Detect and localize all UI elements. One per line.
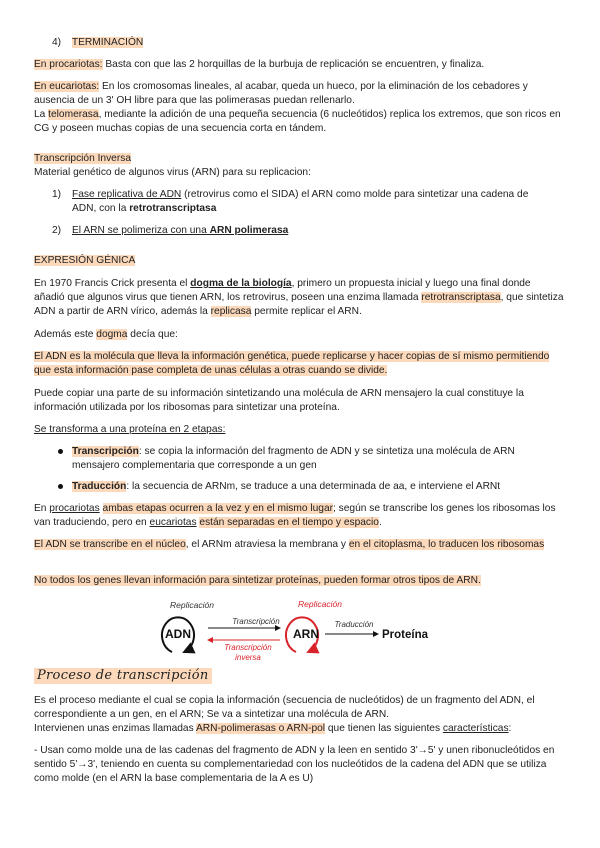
eucariotas-term: eucariotas <box>149 517 197 528</box>
adn-label: ADN <box>165 627 191 641</box>
bullet-text: : se copia la información del fragmento de ADN y se sintetiza una molécula de ARN mensajero complementaria que corresponde a un gen <box>72 446 515 471</box>
list-item <box>52 224 552 238</box>
highlight-span: No todos los genes llevan información para sintetizar proteínas, pueden formar otros tipos de ARN. <box>34 575 481 586</box>
list-bold: retrotranscriptasa <box>129 203 217 214</box>
tel-pre: La <box>34 109 49 120</box>
central-dogma-diagram <box>150 594 450 664</box>
highlight-span: ambas etapas ocurren a la vez y en el mismo lugar <box>102 503 334 514</box>
highlight-span: El ADN se transcribe en el núcleo <box>34 539 186 550</box>
replicacion-left-label: Replicación <box>170 600 214 610</box>
proceso-heading: Proceso de transcripción <box>34 668 212 684</box>
list-bold: ARN polimerasa <box>209 225 289 236</box>
text-span: , primero un propuesta inicial y luego una final donde añadió que algunos virus que tienen ARN, los retrovirus, poseen una enzima llamada <box>34 278 531 303</box>
procariotas-text: Basta con que las 2 horquillas de la burbuja de replicación se encuentren, y finaliza. <box>102 59 485 70</box>
adn-highlight: El ADN es la molécula que lleva la información genética, puede replicarse y hacer copias de sí mismo permitiendo que esta información pase completa de unas células a otras cuando se divide. <box>34 351 550 376</box>
dogma-term: dogma de la biología <box>190 278 292 289</box>
list-underlined: Fase replicativa de ADN <box>72 189 182 200</box>
transcripcion-inversa-label-1: Transcripción <box>224 643 272 652</box>
proceso-paragraph-1: Es el proceso mediante el cual se copia la información (secuencia de nucleótidos) de un fragmento del ADN, el correspondiente a un gen, en el ARN; Se va a sintetizar una molécula de ARN. <box>34 695 535 720</box>
dogma-word: dogma <box>96 329 128 340</box>
text-span: permite replicar el ARN. <box>251 306 362 317</box>
replicasa-term: replicasa <box>210 306 252 317</box>
transcripcion-inversa-label-2: inversa <box>235 653 261 662</box>
text-span: , que sintetiza ADN a partir de ARN vírico, además la <box>34 292 564 317</box>
nucleo-paragraph <box>34 538 564 552</box>
text-span: decía que: <box>127 329 178 340</box>
transcripcion-label: Transcripción <box>232 617 280 626</box>
proceso-paragraph-2 <box>34 722 564 736</box>
adn-paragraph <box>34 350 564 378</box>
text-span: , el ARNm atraviesa la membrana y <box>185 539 349 550</box>
highlight-span: en el citoplasma, lo traducen los ribosomas <box>348 539 545 550</box>
procariotas-paragraph <box>34 58 564 72</box>
bullet-icon <box>58 484 63 489</box>
text-span: . <box>378 517 382 528</box>
transcripcion-inversa-heading-line <box>34 152 564 166</box>
eucariotas-paragraph <box>34 80 564 108</box>
text-span: Intervienen unas enzimas llamadas <box>34 723 196 734</box>
arn-pol-term: ARN-polimerasas o ARN-pol <box>195 723 326 734</box>
expresion-heading: EXPRESIÓN GÉNICA <box>34 255 136 266</box>
replicacion-right-label: Replicación <box>298 599 342 609</box>
traduccion-label: Traducción <box>334 620 374 629</box>
transcripcion-inversa-intro: Material genético de algunos virus (ARN) para su replicacion: <box>34 167 311 178</box>
text-span: En <box>34 503 50 514</box>
bullet-icon <box>58 449 63 454</box>
tel-post: , mediante la adición de una pequeña secuencia (6 nucleótidos) replica los extremos, que son ricos en CG y poseen muchas copias de una secuencia corta en tándem. <box>34 109 561 134</box>
list-number: 2) <box>52 225 62 236</box>
eucariotas-label: En eucariotas: <box>34 81 100 92</box>
list-underlined: El ARN se polimeriza con una <box>72 225 210 236</box>
text-span: ; según se transcribe los genes los ribosomas los van traduciendo, pero en <box>34 503 556 528</box>
proteina-label: Proteína <box>382 629 429 641</box>
list-item <box>52 188 552 216</box>
text-span: que tienen las siguientes <box>325 723 443 734</box>
list-item <box>58 445 548 473</box>
arn-label: ARN <box>293 627 319 641</box>
list-text: (retrovirus como el SIDA) el ARN como molde para sintetizar una cadena de ADN, con la <box>72 189 529 214</box>
procariotas-label: En procariotas: <box>34 59 103 70</box>
copiar-paragraph: Puede copiar una parte de su información sintetizando una molécula de ARN mensajero la cual constituye la información utilizada por los ribosomas para sintetizar una proteína. <box>34 388 524 413</box>
transcripcion-inversa-heading: Transcripción Inversa <box>34 153 132 164</box>
bullet-term: Traducción <box>72 481 127 492</box>
caracteristicas-term: características <box>442 723 509 734</box>
telomerasa-term: telomerasa <box>48 109 99 120</box>
etapas-heading: Se transforma a una proteína en 2 etapas: <box>34 424 226 435</box>
dogma-paragraph <box>34 328 564 342</box>
highlight-span: están separadas en el tiempo y espacio <box>199 517 379 528</box>
eucariotas-text: En los cromosomas lineales, al acabar, queda un hueco, por la eliminación de los cebadores y ausencia de un 3' OH libre para que las polimerasas puedan rellenarlo. <box>34 81 528 106</box>
terminacion-heading: TERMINACIÓN <box>71 37 144 48</box>
retrotranscriptasa-term: retrotranscriptasa <box>421 292 501 303</box>
crick-paragraph <box>34 277 564 319</box>
procariotas-eucariotas-paragraph <box>34 502 564 530</box>
genes-paragraph <box>34 574 564 588</box>
terminacion-heading-line <box>52 36 582 50</box>
section-number: 4) <box>52 37 62 48</box>
list-item <box>58 480 548 494</box>
text-span: En 1970 Francis Crick presenta el <box>34 278 191 289</box>
telomerasa-paragraph <box>34 108 564 136</box>
proceso-paragraph-3: - Usan como molde una de las cadenas del fragmento de ADN y la leen en sentido 3'→5' y unen ribonucleótidos en sentido 5'→3', teniendo en cuenta su complementariedad con los nucleótidos de la cadena del ADN que se utiliza como molde (en el ARN la base complementaria de la A es U) <box>34 745 555 784</box>
text-span: : <box>508 723 512 734</box>
list-number: 1) <box>52 189 62 200</box>
expresion-heading-line <box>34 254 564 268</box>
procariotas-term: procariotas <box>49 503 100 514</box>
bullet-text: : la secuencia de ARNm, se traduce a una determinada de aa, e interviene el ARNt <box>126 481 501 492</box>
text-span: Además este <box>34 329 97 340</box>
bullet-term: Transcripción <box>72 446 139 457</box>
